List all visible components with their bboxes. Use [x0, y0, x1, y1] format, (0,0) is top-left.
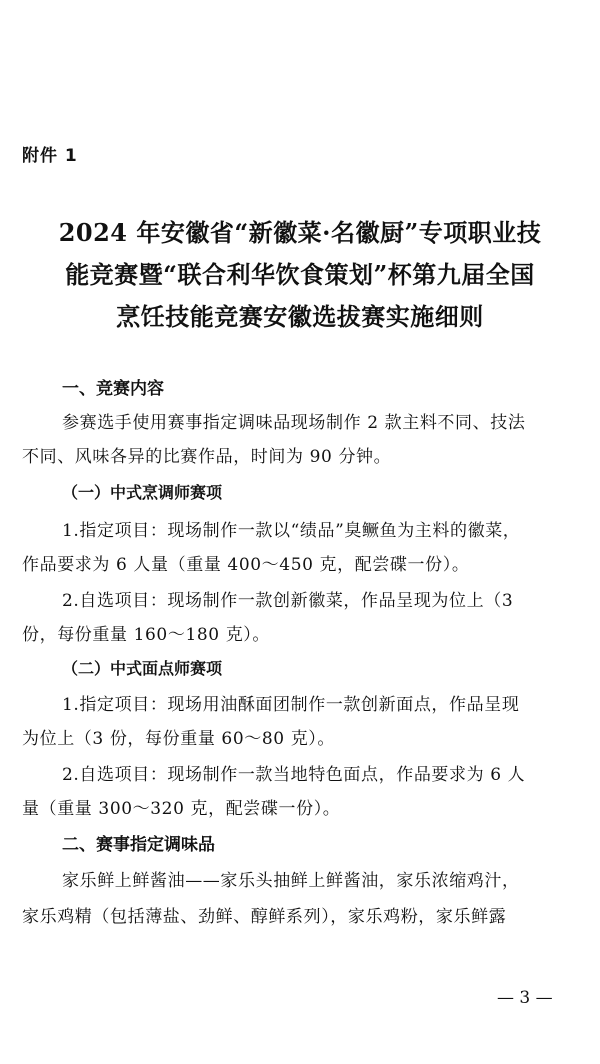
paragraph-line: 量（重量 300～320 克，配尝碟一份）。 [22, 799, 341, 819]
paragraph-line: 家乐鸡精（包括薄盐、劲鲜、醇鲜系列），家乐鸡粉，家乐鲜露 [22, 907, 507, 927]
paragraph-line: 作品要求为 6 人量（重量 400～450 克，配尝碟一份）。 [22, 555, 470, 575]
annex-label: 附件 1 [22, 146, 78, 166]
paragraph-line: 1.指定项目：现场制作一款以“绩品”臭鳜鱼为主料的徽菜， [62, 521, 521, 541]
paragraph-line: 家乐鲜上鲜酱油——家乐头抽鲜上鲜酱油，家乐浓缩鸡汁， [62, 871, 520, 891]
subsection-heading-pastry-chef: （二）中式面点师赛项 [62, 659, 223, 678]
paragraph-line: 参赛选手使用赛事指定调味品现场制作 2 款主料不同、技法 [62, 413, 526, 433]
subsection-heading-chinese-cook: （一）中式烹调师赛项 [62, 483, 223, 502]
document-title-line-3: 烹饪技能竞赛安徽选拔赛实施细则 [116, 302, 484, 331]
paragraph-line: 份，每份重量 160～180 克）。 [22, 625, 271, 645]
document-title-line-1: 2024 年安徽省“新徽菜·名徽厨”专项职业技 [58, 218, 542, 247]
paragraph-line: 不同、风味各异的比赛作品，时间为 90 分钟。 [22, 447, 392, 467]
paragraph-line: 为位上（3 份，每份重量 60～80 克）。 [22, 729, 335, 749]
section-heading-designated-seasonings: 二、赛事指定调味品 [62, 835, 215, 855]
paragraph-line: 1.指定项目：现场用油酥面团制作一款创新面点，作品呈现 [62, 695, 520, 715]
paragraph-line: 2.自选项目：现场制作一款当地特色面点，作品要求为 6 人 [62, 765, 526, 785]
section-heading-competition-content: 一、竞赛内容 [62, 379, 164, 399]
page-number: — 3 — [497, 988, 553, 1008]
paragraph-line: 2.自选项目：现场制作一款创新徽菜，作品呈现为位上（3 [62, 591, 514, 611]
document-title-line-2: 能竞赛暨“联合利华饮食策划”杯第九届全国 [65, 260, 535, 289]
